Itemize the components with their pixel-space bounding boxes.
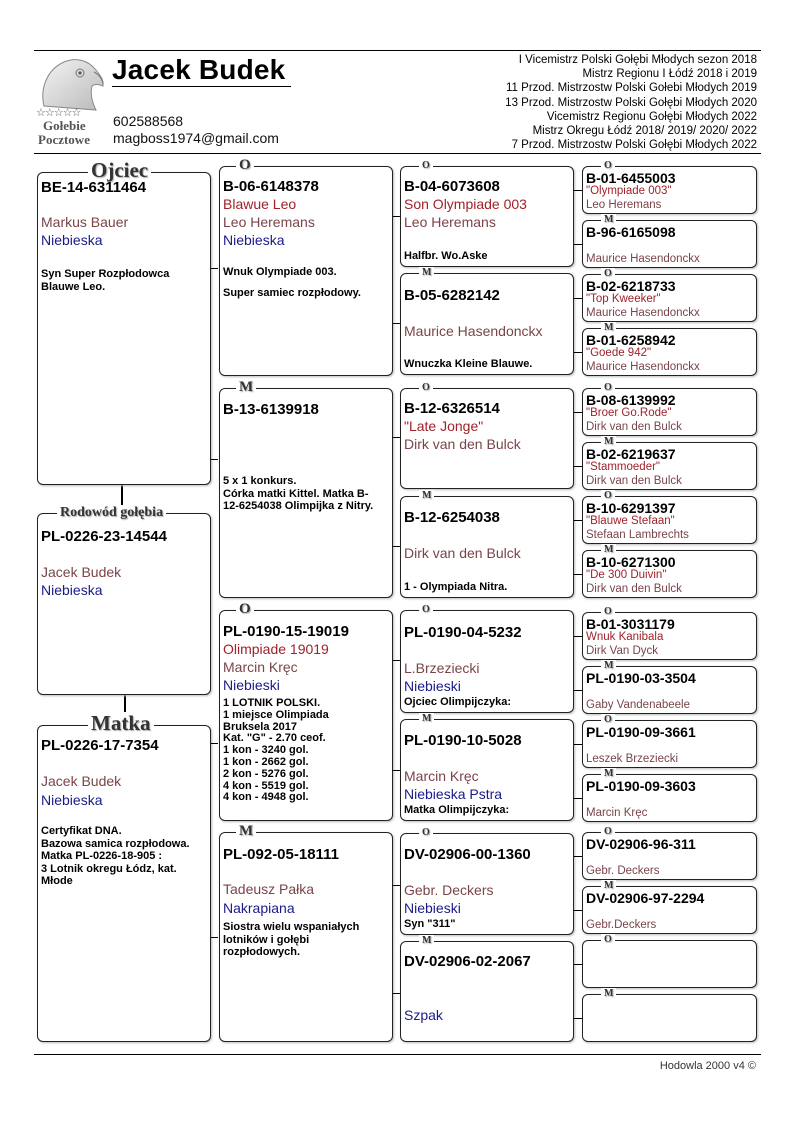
gen4-card[interactable] bbox=[582, 490, 757, 544]
note-line: Matka PL-0226-18-905 : bbox=[41, 850, 163, 862]
sex-label: M bbox=[419, 713, 434, 724]
ring-number: B-04-6073608 bbox=[404, 178, 500, 195]
notes: 1 - Olympiada Nitra. bbox=[404, 581, 508, 593]
connector bbox=[574, 636, 582, 637]
connector bbox=[211, 459, 218, 460]
ring-number: PL-0190-04-5232 bbox=[404, 624, 522, 641]
pigeon-name: "Top Kweeker" bbox=[586, 293, 661, 305]
connector bbox=[393, 993, 400, 994]
owner-name: Jacek Budek bbox=[112, 54, 286, 85]
gen3-card[interactable] bbox=[400, 713, 574, 821]
ring-number: B-12-6254038 bbox=[404, 509, 500, 526]
ring-number: PL-0190-15-19019 bbox=[223, 623, 349, 640]
ring-number: B-02-6219637 bbox=[586, 446, 676, 462]
note-line: 3 Lotnik okregu Łódz, kat. bbox=[41, 862, 177, 875]
ring-number: PL-0190-10-5028 bbox=[404, 732, 522, 749]
pigeon-name: Blawue Leo bbox=[223, 196, 297, 212]
breeder: Gebr. Deckers bbox=[586, 865, 660, 877]
gen2-card-dam-dam[interactable] bbox=[219, 823, 393, 1042]
sex-label: M bbox=[601, 768, 616, 779]
note-line: Siostra wielu wspaniałych bbox=[223, 921, 360, 933]
breeder: Gaby Vandenabeele bbox=[586, 699, 691, 711]
gen4-card[interactable] bbox=[582, 768, 757, 822]
gen4-card[interactable] bbox=[582, 382, 757, 436]
gen3-card[interactable] bbox=[400, 382, 574, 489]
sex-label: M bbox=[601, 544, 616, 555]
header-top-rule bbox=[34, 50, 761, 51]
notes bbox=[223, 698, 329, 804]
gen3-card[interactable] bbox=[400, 160, 574, 267]
ring-number: B-13-6139918 bbox=[223, 401, 319, 418]
achievements-list bbox=[505, 53, 757, 152]
ring-number: B-10-6291397 bbox=[586, 500, 676, 516]
ring-number: PL-0226-23-14544 bbox=[41, 528, 167, 545]
notes: Matka Olimpijczyka: bbox=[404, 804, 510, 816]
footer-credit: Hodowla 2000 v4 © bbox=[659, 1060, 756, 1072]
mother-label: Matka bbox=[88, 712, 154, 734]
connector bbox=[574, 910, 582, 911]
connector bbox=[211, 268, 218, 269]
pigeon-name: "Olympiade 003" bbox=[586, 185, 672, 197]
spacer bbox=[223, 279, 361, 287]
pigeon-name: Son Olympiade 003 bbox=[404, 196, 527, 212]
breeder: Dirk van den Bulck bbox=[586, 583, 682, 595]
ring-number: BE-14-6311464 bbox=[41, 179, 147, 196]
notes: Ojciec Olimpijczyka: bbox=[404, 696, 511, 708]
connector bbox=[211, 743, 218, 744]
note-line: Córka matki Kittel. Matka B- bbox=[223, 487, 369, 500]
sex-label: M bbox=[419, 267, 434, 278]
note-line: Super samiec rozpłodowy. bbox=[223, 286, 361, 299]
father-card[interactable] bbox=[37, 158, 211, 485]
notes bbox=[223, 266, 361, 299]
connector bbox=[574, 298, 582, 299]
achievement: Vicemistrz Regionu Gołębi Młodych 2022 bbox=[546, 110, 757, 123]
ring-number: B-01-6258942 bbox=[586, 332, 676, 348]
note-line: 1 kon - 3240 gol. bbox=[223, 744, 309, 757]
gen4-card[interactable] bbox=[582, 660, 757, 714]
sex-label: M bbox=[601, 988, 616, 999]
breeder: Dirk van den Bulck bbox=[586, 421, 682, 433]
connector bbox=[393, 660, 400, 661]
color: Szpak bbox=[404, 1007, 443, 1023]
gen4-card[interactable] bbox=[582, 160, 757, 214]
breeder: Maurice Hasendonckx bbox=[404, 323, 543, 339]
logo-text-1: Gołebie bbox=[43, 118, 86, 133]
sex-label: O bbox=[419, 604, 433, 615]
connector bbox=[393, 546, 400, 547]
ring-number: B-05-6282142 bbox=[404, 287, 500, 304]
connector bbox=[574, 574, 582, 575]
connector bbox=[211, 937, 218, 938]
gen4-card[interactable] bbox=[582, 714, 757, 768]
breeder: Dirk Van Dyck bbox=[586, 645, 658, 657]
achievement: I Vicemistrz Polski Gołębi Młodych sezon 2018 bbox=[518, 54, 757, 66]
color: Niebieska bbox=[41, 792, 103, 808]
pigeon-name: "Goede 942" bbox=[586, 347, 652, 359]
sex-label: O bbox=[601, 160, 615, 171]
sex-label: M bbox=[236, 379, 256, 395]
notes bbox=[223, 475, 373, 513]
note-line: Bruksela 2017 bbox=[223, 720, 297, 733]
color: Niebieski bbox=[404, 900, 461, 916]
sex-label: O bbox=[601, 268, 615, 279]
connector bbox=[574, 798, 582, 799]
pigeon-head-icon bbox=[36, 56, 106, 112]
note-line: 4 kon - 4948 gol. bbox=[223, 791, 309, 804]
sex-label: O bbox=[236, 157, 254, 173]
breeder: Leo Heremans bbox=[223, 214, 315, 230]
connector bbox=[393, 323, 400, 324]
logo bbox=[36, 56, 106, 148]
gen4-card[interactable] bbox=[582, 322, 757, 376]
footer-rule bbox=[34, 1054, 761, 1055]
pigeon-name: "Late Jonge" bbox=[404, 418, 484, 434]
gen4-card[interactable] bbox=[582, 544, 757, 598]
mother-card[interactable] bbox=[37, 711, 211, 1042]
ring-number: B-01-3031179 bbox=[586, 616, 675, 632]
note-line: Wnuk Olympiade 003. bbox=[223, 266, 337, 278]
note-line: 1 miejsce Olimpiada bbox=[223, 708, 329, 721]
sex-label: O bbox=[601, 382, 615, 393]
sex-label: O bbox=[419, 382, 433, 393]
breeder: Dirk van den Bulck bbox=[404, 436, 521, 452]
notes: Wnuczka Kleine Blauwe. bbox=[404, 358, 533, 370]
connector bbox=[574, 520, 582, 521]
breeder: Jacek Budek bbox=[41, 564, 122, 580]
logo-stars: ☆☆☆☆☆ bbox=[36, 107, 81, 119]
note-line: Bazowa samica rozpłodowa. bbox=[41, 837, 190, 850]
sex-label: M bbox=[601, 214, 616, 225]
connector bbox=[574, 690, 582, 691]
header-bottom-rule bbox=[34, 153, 761, 154]
breeder: Stefaan Lambrechts bbox=[586, 529, 689, 541]
sex-label: M bbox=[601, 660, 616, 671]
breeder: Dirk van den Bulck bbox=[404, 545, 521, 561]
connector bbox=[393, 770, 400, 771]
note-line: 4 kon - 5519 gol. bbox=[223, 779, 309, 792]
ring-number: PL-0226-17-7354 bbox=[41, 737, 159, 754]
breeder: Leo Heremans bbox=[404, 214, 496, 230]
owner-email: magboss1974@gmail.com bbox=[113, 130, 279, 146]
breeder: Leo Heremans bbox=[586, 199, 662, 211]
achievement: Mistrz Okregu Łódź 2018/ 2019/ 2020/ 2022 bbox=[532, 125, 757, 138]
sex-label: O bbox=[236, 601, 254, 617]
sex-label: O bbox=[419, 827, 433, 838]
gen4-card[interactable] bbox=[582, 934, 757, 988]
gen3-card[interactable] bbox=[400, 935, 574, 1042]
gen2-card-sire-dam[interactable] bbox=[219, 379, 393, 598]
ring-number: DV-02906-96-311 bbox=[586, 836, 696, 852]
sex-label: M bbox=[601, 322, 616, 333]
gen4-card[interactable] bbox=[582, 268, 757, 322]
pigeon-name: "Blauwe Stefaan" bbox=[586, 515, 675, 527]
ring-number: B-10-6271300 bbox=[586, 554, 676, 570]
connector bbox=[574, 856, 582, 857]
pigeon-name: Wnuk Kanibala bbox=[586, 631, 664, 643]
color: Niebieska bbox=[223, 232, 285, 248]
pigeon-name: Olimpiade 19019 bbox=[223, 641, 329, 657]
breeder: Marcin Kręc bbox=[404, 768, 479, 784]
ring-number: DV-02906-97-2294 bbox=[586, 890, 705, 906]
breeder: Dirk van den Bulck bbox=[586, 475, 682, 487]
sex-label: M bbox=[601, 880, 616, 891]
note-line: Certyfikat DNA. bbox=[41, 825, 122, 837]
breeder: L.Brzeziecki bbox=[404, 660, 480, 676]
notes bbox=[223, 921, 359, 959]
note-line: Blauwe Leo. bbox=[41, 280, 106, 293]
subject-label: Rodowód gołębia bbox=[57, 505, 166, 520]
owner-name-underline bbox=[112, 86, 291, 87]
sex-label: O bbox=[601, 606, 615, 617]
gen4-card[interactable] bbox=[582, 214, 757, 268]
ring-number: B-08-6139992 bbox=[586, 392, 676, 408]
breeder: Tadeusz Pałka bbox=[223, 881, 315, 897]
gen4-card[interactable] bbox=[582, 606, 757, 660]
gen4-card[interactable] bbox=[582, 880, 757, 934]
breeder: Marcin Kręc bbox=[586, 807, 648, 819]
ring-number: PL-0190-03-3504 bbox=[586, 670, 696, 686]
achievement: 7 Przod. Mistrzostw Polski Gołębi Młodych 2022 bbox=[511, 139, 757, 152]
owner-phone: 602588568 bbox=[113, 113, 184, 129]
connector bbox=[574, 352, 582, 353]
achievement: 11 Przod. Mistrzostw Polski Gołebi Młodych 2019 bbox=[506, 82, 757, 95]
gen2-card-dam-sire[interactable] bbox=[219, 601, 393, 821]
ring-number: B-96-6165098 bbox=[586, 224, 676, 240]
subject-card[interactable] bbox=[37, 505, 211, 695]
sex-label: O bbox=[601, 490, 615, 501]
sex-label: M bbox=[601, 436, 616, 447]
gen4-card[interactable] bbox=[582, 988, 757, 1042]
note-line: Kat. "G" - 2.70 ceof. bbox=[223, 732, 326, 745]
sex-label: O bbox=[601, 826, 615, 837]
ring-number: DV-02906-02-2067 bbox=[404, 953, 531, 970]
ring-number: DV-02906-00-1360 bbox=[404, 846, 531, 863]
connector bbox=[574, 466, 582, 467]
note-line: 2 kon - 5276 gol. bbox=[223, 767, 309, 780]
connector bbox=[393, 885, 400, 886]
ring-number: B-02-6218733 bbox=[586, 278, 676, 294]
pigeon-name: "De 300 Duivin" bbox=[586, 569, 667, 581]
connector bbox=[393, 437, 400, 438]
breeder: Marcin Kręc bbox=[223, 659, 298, 675]
achievement: 13 Przod. Mistrzostw Polski Gołębi Młodych 2020 bbox=[505, 96, 757, 109]
ring-number: PL-092-05-18111 bbox=[223, 846, 339, 863]
sex-label: O bbox=[601, 714, 615, 725]
note-line: lotników i gołębi bbox=[223, 933, 310, 946]
pigeon-name: "Stammoeder" bbox=[586, 461, 660, 473]
connector bbox=[574, 190, 582, 191]
pigeon-name: "Broer Go.Rode" bbox=[586, 407, 672, 419]
breeder: Gebr.Deckers bbox=[586, 919, 657, 931]
note-line: Syn Super Rozpłodowca bbox=[41, 268, 170, 280]
father-label: Ojciec bbox=[88, 159, 151, 181]
note-line: 1 kon - 2662 gol. bbox=[223, 755, 309, 768]
breeder: Markus Bauer bbox=[41, 214, 129, 230]
note-line: 12-6254038 Olimpijka z Nitry. bbox=[223, 500, 374, 512]
breeder: Maurice Hasendonckx bbox=[586, 361, 700, 373]
ring-number: B-01-6455003 bbox=[586, 170, 676, 186]
gen4-card[interactable] bbox=[582, 826, 757, 880]
connector bbox=[574, 744, 582, 745]
gen2-card-sire-sire[interactable] bbox=[219, 157, 393, 376]
sex-label: M bbox=[419, 935, 434, 946]
notes: Halfbr. Wo.Aske bbox=[404, 250, 488, 262]
gen3-card[interactable] bbox=[400, 604, 574, 713]
ring-number: B-06-6148378 bbox=[223, 178, 319, 195]
note-line: rozpłodowych. bbox=[223, 946, 300, 958]
color: Niebieska bbox=[41, 582, 103, 598]
color: Nakrapiana bbox=[223, 900, 295, 916]
ring-number: B-12-6326514 bbox=[404, 400, 500, 417]
breeder: Jacek Budek bbox=[41, 773, 122, 789]
ring-number: PL-0190-09-3603 bbox=[586, 778, 696, 794]
sex-label: M bbox=[419, 490, 434, 501]
note-line: 5 x 1 konkurs. bbox=[223, 475, 297, 487]
breeder: Maurice Hasendonckx bbox=[586, 253, 700, 265]
notes bbox=[41, 268, 169, 293]
color: Niebieska Pstra bbox=[404, 786, 503, 802]
connector bbox=[574, 412, 582, 413]
ring-number: PL-0190-09-3661 bbox=[586, 724, 696, 740]
gen3-card[interactable] bbox=[400, 267, 574, 375]
notes: Syn "311" bbox=[404, 918, 456, 930]
logo-text-2: Pocztowe bbox=[38, 132, 90, 147]
note-line: 1 LOTNIK POLSKI. bbox=[223, 697, 321, 709]
sex-label: M bbox=[236, 823, 256, 839]
breeder: Leszek Brzeziecki bbox=[586, 753, 679, 765]
achievement: Mistrz Regionu I Łódź 2018 i 2019 bbox=[582, 68, 757, 81]
sex-label: O bbox=[601, 934, 615, 945]
notes bbox=[41, 825, 190, 888]
connector bbox=[574, 1018, 582, 1019]
color: Niebieski bbox=[404, 678, 461, 694]
sex-label: O bbox=[419, 160, 433, 171]
gen3-card[interactable] bbox=[400, 490, 574, 598]
color: Niebieski bbox=[223, 677, 280, 693]
connector bbox=[574, 244, 582, 245]
connector bbox=[393, 216, 400, 217]
gen4-card[interactable] bbox=[582, 436, 757, 490]
note-line: Młode bbox=[41, 875, 73, 887]
breeder: Gebr. Deckers bbox=[404, 882, 494, 898]
color: Niebieska bbox=[41, 232, 103, 248]
breeder: Maurice Hasendonckx bbox=[586, 307, 700, 319]
gen3-card[interactable] bbox=[400, 827, 574, 935]
connector bbox=[574, 964, 582, 965]
